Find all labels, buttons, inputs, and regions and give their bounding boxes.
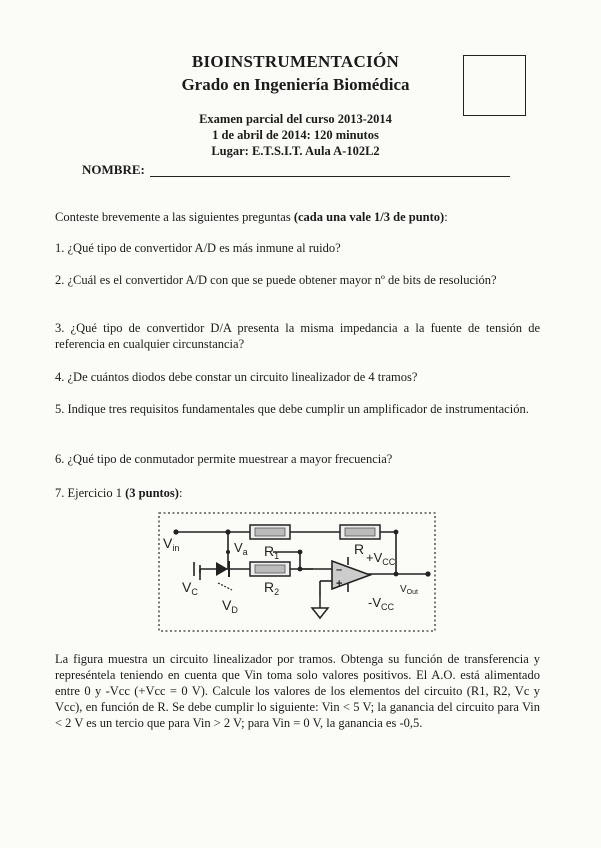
grade-box [463,55,526,116]
instructions-points: (cada una vale 1/3 de punto) [293,210,445,224]
exam-title: BIOINSTRUMENTACIÓN [191,52,400,71]
exercise-points: (3 puntos) [125,486,179,500]
resistor-r2 [250,562,290,576]
exam-date-line: 1 de abril de 2014: 120 minutos [212,128,379,142]
instructions [55,209,540,225]
question-5: 5. Indique tres requisitos fundamentales que debe cumplir un amplificador de instrumentación. [55,402,529,416]
question-6: 6. ¿Qué tipo de conmutador permite muestrear a mayor frecuencia? [55,452,393,466]
question-4: 4. ¿De cuántos diodos debe constar un circuito linealizador de 4 tramos? [55,370,418,384]
label-r2: $R_2$ [264,579,280,597]
op-amp-minus: – [336,564,343,576]
exercise-heading [55,485,540,501]
instructions-colon: : [444,210,448,224]
exercise-label: 7. Ejercicio 1 [55,486,126,500]
label-vd: $V_D$ [222,597,238,615]
diode-icon [216,561,232,590]
label-vcc-neg: $-V_{CC}$ [368,595,394,612]
resistor-r1 [250,525,290,539]
nombre-label: NOMBRE: [82,162,145,177]
instructions-text: Conteste brevemente a las siguientes preguntas [55,210,294,224]
nombre-field-line[interactable] [150,176,510,177]
label-va: $V_a$ [234,540,248,557]
question-3: 3. ¿Qué tipo de convertidor D/A presenta la misma impedancia a la fuente de tensión de referencia en cualquier circunstancia? [55,321,540,351]
exercise-description: La figura muestra un circuito linealizador por tramos. Obtenga su función de transferencia y represéntela teniendo en cuenta que Vin toma solo valores positivos. El A.O. está alimentado entre 0 y -Vcc (+Vcc = 0 V). Calcule los valores de los elementos del circuito (R1, R2, Vc y Vcc), en función de R. Se debe cumplir lo siguiente: Vin < 5 V; la ganancia del circuito para Vin < 2 V es un tercio que para Vin > 2 V; para Vin = 0 V, la ganancia es -0,5. [55,652,540,730]
exercise-colon: : [178,486,183,500]
ground-icon [312,597,328,618]
question-1: 1. ¿Qué tipo de convertidor A/D es más inmune al ruido? [55,241,341,255]
exam-place-line: Lugar: E.T.S.I.T. Aula A-102L2 [211,144,380,158]
battery-icon [194,562,200,576]
degree-subtitle: Grado en Ingeniería Biomédica [181,75,410,94]
label-vc: $V_C$ [182,579,198,597]
label-vout: $V_{Out}$ [400,584,418,596]
label-r: R [354,541,365,557]
op-amp-plus: + [336,578,343,590]
circuit-diagram [158,512,438,634]
label-r1: $R_1$ [264,543,280,561]
question-2: 2. ¿Cuál es el convertidor A/D con que se puede obtener mayor nº de bits de resolución? [55,273,497,287]
label-vcc-pos: $+V_{CC}$ [366,550,396,567]
label-vin: $V_{in}$ [163,535,180,553]
exam-course-line: Examen parcial del curso 2013-2014 [199,112,392,126]
resistor-r [340,525,380,539]
